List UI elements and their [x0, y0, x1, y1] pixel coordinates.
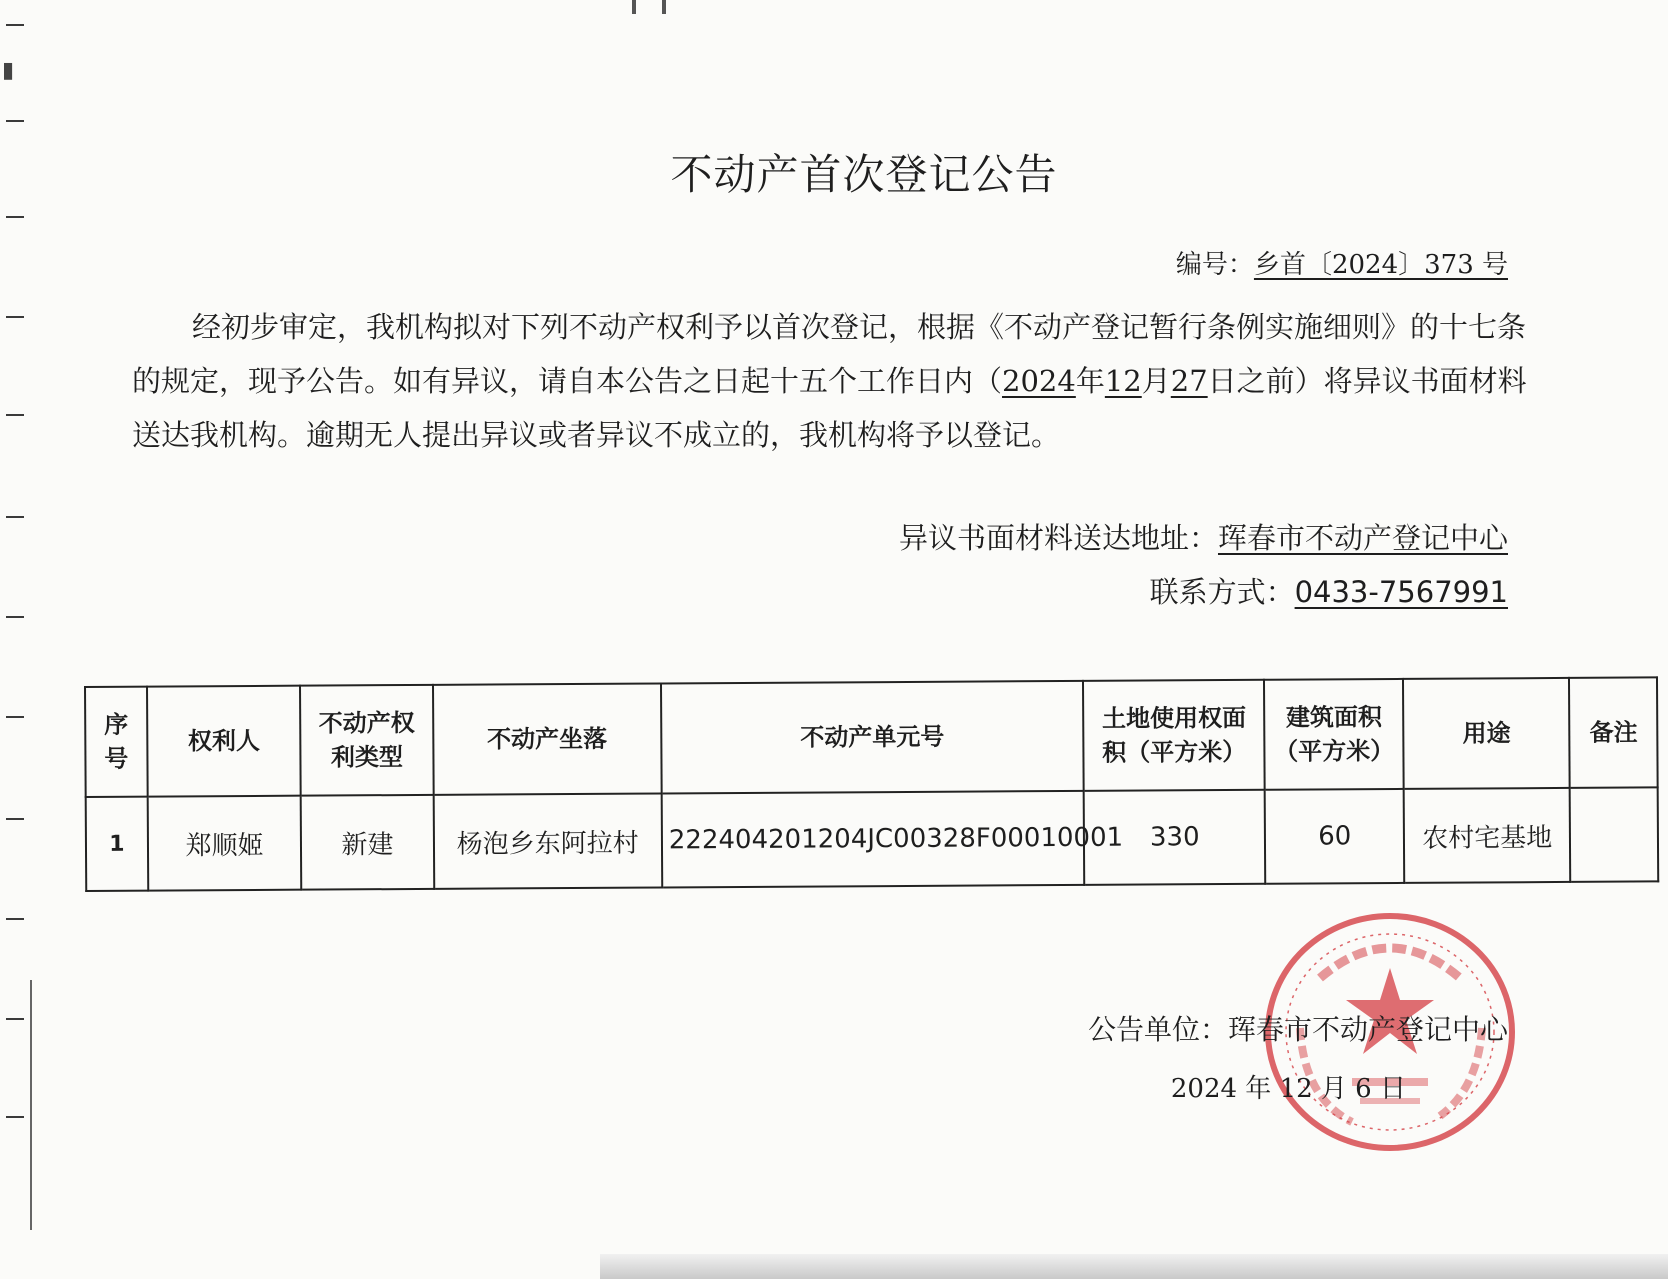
- scan-artifact: [662, 0, 666, 14]
- cell-building-area: 60: [1265, 789, 1404, 884]
- scan-edge: [600, 1254, 1668, 1279]
- deadline-month: 12: [1104, 364, 1142, 398]
- publisher: [1088, 1008, 1508, 1048]
- cell-location: 杨泡乡东阿拉村: [433, 793, 662, 888]
- cell-index: 1: [86, 797, 148, 891]
- header-right-type: 不动产权利类型: [300, 685, 433, 796]
- table-row: [86, 787, 1659, 891]
- margin-tick: [6, 120, 24, 122]
- publisher-label: 公告单位：: [1087, 1013, 1228, 1046]
- publish-date: 2024 年 12 月 6 日: [1170, 1074, 1406, 1104]
- header-land-area: 土地使用权面积（平方米）: [1083, 680, 1265, 791]
- margin-mark: ▮: [2, 58, 15, 83]
- margin-tick: [6, 216, 24, 218]
- cell-remark: [1570, 787, 1658, 882]
- margin-tick: [6, 316, 24, 318]
- cell-usage: 农村宅基地: [1404, 788, 1571, 883]
- margin-tick: [6, 716, 24, 718]
- deadline-year: 2024: [1002, 364, 1076, 398]
- month-char: 月: [1141, 364, 1171, 398]
- header-location: 不动产坐落: [433, 683, 662, 794]
- margin-tick: [6, 918, 24, 920]
- deadline-day: 27: [1170, 364, 1208, 398]
- margin-tick: [6, 24, 24, 26]
- document-title: 不动产首次登记公告: [670, 150, 1058, 199]
- cell-unit-no: 222404201204JC00328F00010001: [662, 791, 1085, 888]
- margin-tick: [6, 1116, 24, 1118]
- registration-table: [84, 676, 1659, 892]
- margin-tick: [6, 516, 24, 518]
- address-label: 异议书面材料送达地址：: [898, 521, 1218, 555]
- contact-info: [1150, 570, 1508, 611]
- paragraph-text-1: 经初步审定，我机构拟对下列不动产权利予以首次登记，根据《不动产登记暂行条例实施细则》的十七条的规定，现予公告。如有异议，请自本公告之日起十五个工作日内（: [132, 310, 1527, 398]
- margin-tick: [6, 818, 24, 820]
- margin-tick: [6, 616, 24, 618]
- paragraph-text-2: 日之前）将异议书面材料送达我机构。逾期无人提出异议或者异议不成立的，我机构将予以登记。: [132, 364, 1527, 452]
- header-holder: 权利人: [147, 686, 301, 797]
- document-number-value: 乡首〔2024〕373 号: [1253, 250, 1508, 280]
- header-remark: 备注: [1569, 677, 1657, 788]
- header-building-area: 建筑面积（平方米）: [1264, 679, 1403, 790]
- table-header-row: [85, 677, 1658, 797]
- margin-tick: [6, 414, 24, 416]
- document-number: [1176, 244, 1508, 281]
- contact-value: 0433-7567991: [1294, 575, 1508, 609]
- cell-right-type: 新建: [301, 795, 434, 890]
- announcement-paragraph: [132, 300, 1532, 462]
- document-number-label: 编号：: [1175, 250, 1254, 280]
- margin-tick: [6, 1018, 24, 1020]
- header-unit-no: 不动产单元号: [661, 681, 1084, 794]
- cell-land-area: 330: [1084, 790, 1266, 885]
- address-value: 珲春市不动产登记中心: [1217, 521, 1508, 555]
- scan-artifact: [632, 0, 636, 14]
- objection-address: [899, 516, 1508, 557]
- header-index: 序号: [85, 687, 148, 797]
- binding-line: [30, 980, 32, 1230]
- year-char: 年: [1075, 364, 1105, 398]
- publisher-value: 珲春市不动产登记中心: [1227, 1013, 1508, 1046]
- cell-holder: 郑顺姬: [148, 796, 302, 891]
- header-usage: 用途: [1403, 678, 1570, 789]
- contact-label: 联系方式：: [1149, 575, 1295, 609]
